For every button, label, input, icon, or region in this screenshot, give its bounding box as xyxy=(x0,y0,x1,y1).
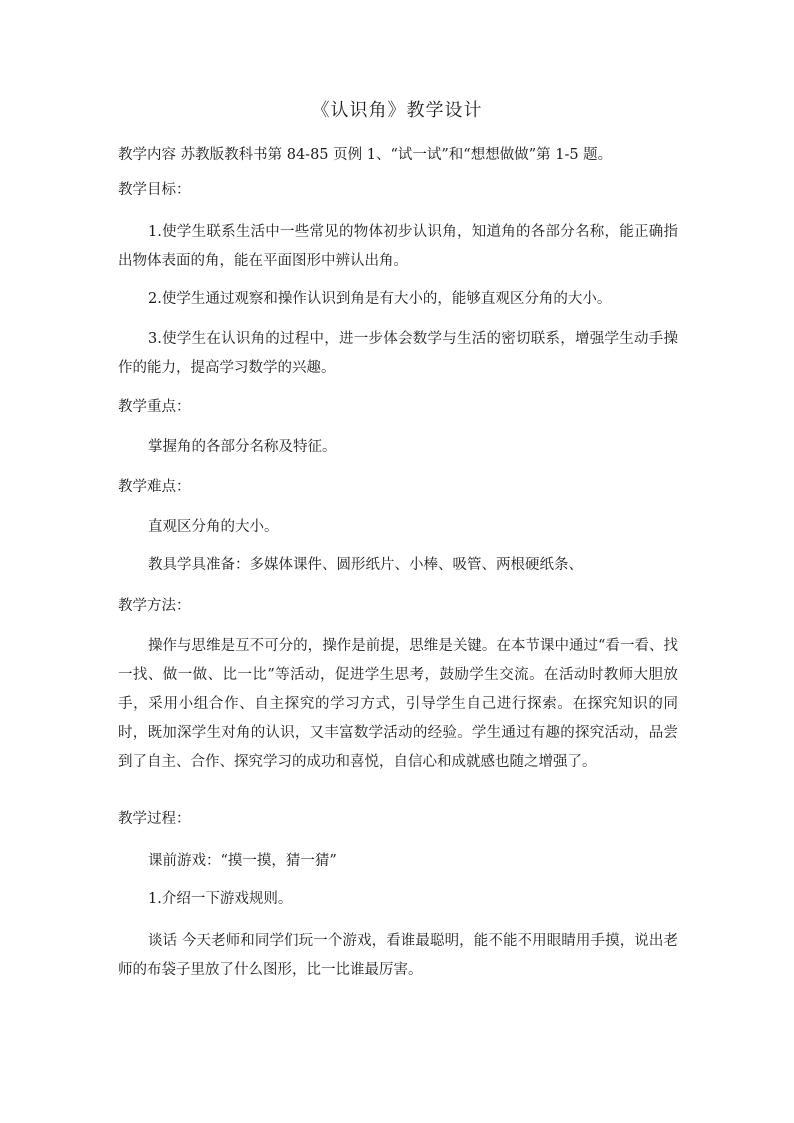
goals-heading: 教学目标： xyxy=(118,182,191,198)
teaching-content-line: 教学内容 苏教版教科书第 84-85 页例 1、“试一试”和“想想做做”第 1-5 题。 xyxy=(118,147,613,163)
goal-1: 1.使学生联系生活中一些常见的物体初步认识角，知道角的各部分名称，能正确指出物体表面的角，能在平面图形中辨认出角。 xyxy=(118,224,678,269)
method-heading: 教学方法： xyxy=(118,598,191,614)
method-text: 操作与思维是互不可分的，操作是前提，思维是关键。在本节课中通过“看一看、找一找、做一做、比一比”等活动，促进学生思考，鼓励学生交流。在活动时教师大胆放手，采用小组合作、自主探究的学习方式，引导学生自己进行探索。在探究知识的同时，既加深学生对角的认识，又丰富数学活动的经验。学生通过有趣的探究活动，品尝到了自主、合作、探究学习的成功和喜悦，自信心和成就感也随之增强了。 xyxy=(118,638,678,770)
difficulty-text: 直观区分角的大小。 xyxy=(148,519,279,535)
key-heading: 教学重点： xyxy=(118,399,191,415)
tools-text: 教具学具准备：多媒体课件、圆形纸片、小棒、吸管、两根硬纸条、 xyxy=(148,557,583,573)
pregame-text: 课前游戏：“摸一摸，猜一猜” xyxy=(148,853,337,869)
goal-2: 2.使学生通过观察和操作认识到角是有大小的，能够直观区分角的大小。 xyxy=(148,291,612,307)
key-text: 掌握角的各部分名称及特征。 xyxy=(148,439,337,455)
document-title: 《认识角》教学设计 xyxy=(311,100,483,121)
talk-text: 谈话 今天老师和同学们玩一个游戏，看谁最聪明，能不能不用眼睛用手摸，说出老师的布袋子里放了什么图形，比一比谁最厉害。 xyxy=(118,933,678,978)
process-heading: 教学过程： xyxy=(118,811,191,827)
goal-3: 3.使学生在认识角的过程中，进一步体会数学与生活的密切联系，增强学生动手操作的能力，提高学习数学的兴趣。 xyxy=(118,331,678,376)
rule-text: 1.介绍一下游戏规则。 xyxy=(148,891,293,907)
difficulty-heading: 教学难点： xyxy=(118,479,191,495)
